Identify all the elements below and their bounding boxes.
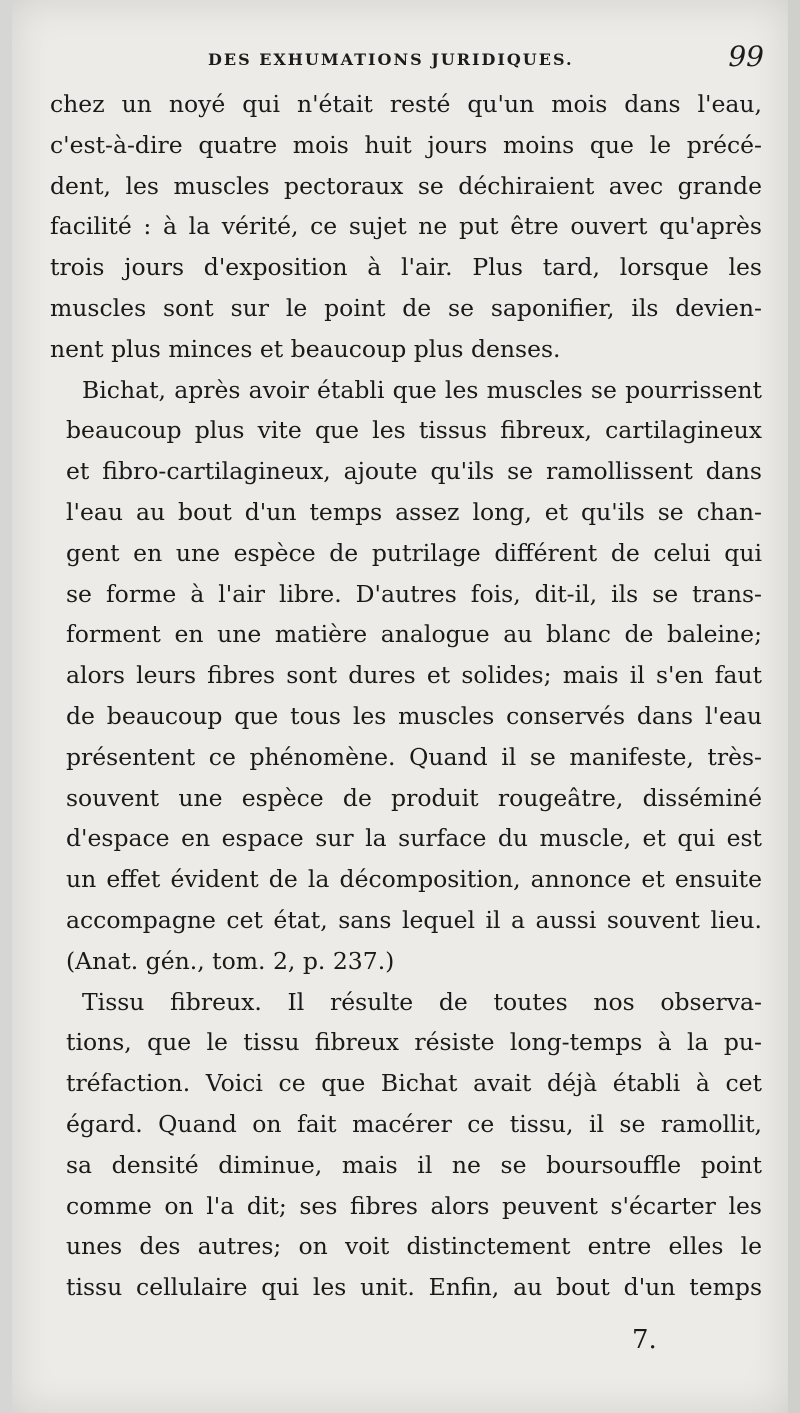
- text-line: l'eau au bout d'un temps assez long, et qu'ils se chan-: [66, 497, 762, 526]
- paragraph-2: [50, 370, 762, 982]
- page-body: [50, 84, 762, 1308]
- running-head: DES EXHUMATIONS JURIDIQUES.: [208, 50, 574, 69]
- text-line: et fibro-cartilagineux, ajoute qu'ils se ramollissent dans: [66, 457, 762, 486]
- text-line: facilité : à la vérité, ce sujet ne put être ouvert qu'après: [50, 212, 762, 241]
- text-line: égard. Quand on fait macérer ce tissu, il se ramollit,: [66, 1109, 762, 1138]
- paragraph-3: [50, 982, 762, 1308]
- text-line: Tissu fibreux. Il résulte de toutes nos observa-: [82, 987, 762, 1016]
- text-line: muscles sont sur le point de se saponifier, ils devien-: [50, 293, 762, 322]
- text-line: chez un noyé qui n'était resté qu'un mois dans l'eau,: [50, 90, 762, 118]
- paragraph-1: [50, 84, 762, 370]
- text-line: de beaucoup que tous les muscles conservés dans l'eau: [66, 701, 762, 730]
- text-line: souvent une espèce de produit rougeâtre, disséminé: [66, 783, 762, 812]
- page-edge: [788, 0, 800, 1413]
- signature-mark: 7.: [632, 1325, 657, 1355]
- text-line: gent en une espèce de putrilage différent de celui qui: [66, 538, 762, 567]
- text-line: tréfaction. Voici ce que Bichat avait déjà établi à cet: [66, 1069, 762, 1098]
- text-line: comme on l'a dit; ses fibres alors peuvent s'écarter les: [66, 1191, 762, 1220]
- book-page: [12, 0, 788, 1413]
- text-line: trois jours d'exposition à l'air. Plus tard, lorsque les: [50, 253, 762, 282]
- text-line: beaucoup plus vite que les tissus fibreux, cartilagineux: [66, 416, 762, 445]
- text-line: accompagne cet état, sans lequel il a aussi souvent lieu.: [66, 905, 762, 934]
- text-line: c'est-à-dire quatre mois huit jours moins que le précé-: [50, 130, 762, 159]
- text-line: unes des autres; on voit distinctement entre elles le: [66, 1232, 762, 1261]
- text-line: un effet évident de la décomposition, annonce et ensuite: [66, 865, 762, 894]
- text-line: présentent ce phénomène. Quand il se manifeste, très-: [66, 742, 762, 771]
- text-line: d'espace en espace sur la surface du muscle, et qui est: [66, 824, 762, 853]
- text-line: alors leurs fibres sont dures et solides; mais il s'en faut: [66, 661, 762, 690]
- text-line: (Anat. gén., tom. 2, p. 237.): [66, 946, 395, 975]
- text-line: dent, les muscles pectoraux se déchiraient avec grande: [50, 171, 762, 200]
- page-number: 99: [728, 40, 764, 73]
- text-line: tions, que le tissu fibreux résiste long-temps à la pu-: [66, 1028, 762, 1057]
- text-line: forment en une matière analogue au blanc de baleine;: [66, 620, 762, 649]
- text-line: Bichat, après avoir établi que les muscles se pourrissent: [82, 375, 762, 404]
- page-header: [48, 40, 764, 80]
- text-line: tissu cellulaire qui les unit. Enfin, au bout d'un temps: [66, 1273, 762, 1302]
- text-line: sa densité diminue, mais il ne se boursouffle point: [66, 1150, 762, 1179]
- text-line: nent plus minces et beaucoup plus denses.: [50, 334, 561, 363]
- text-line: se forme à l'air libre. D'autres fois, dit-il, ils se trans-: [66, 579, 762, 608]
